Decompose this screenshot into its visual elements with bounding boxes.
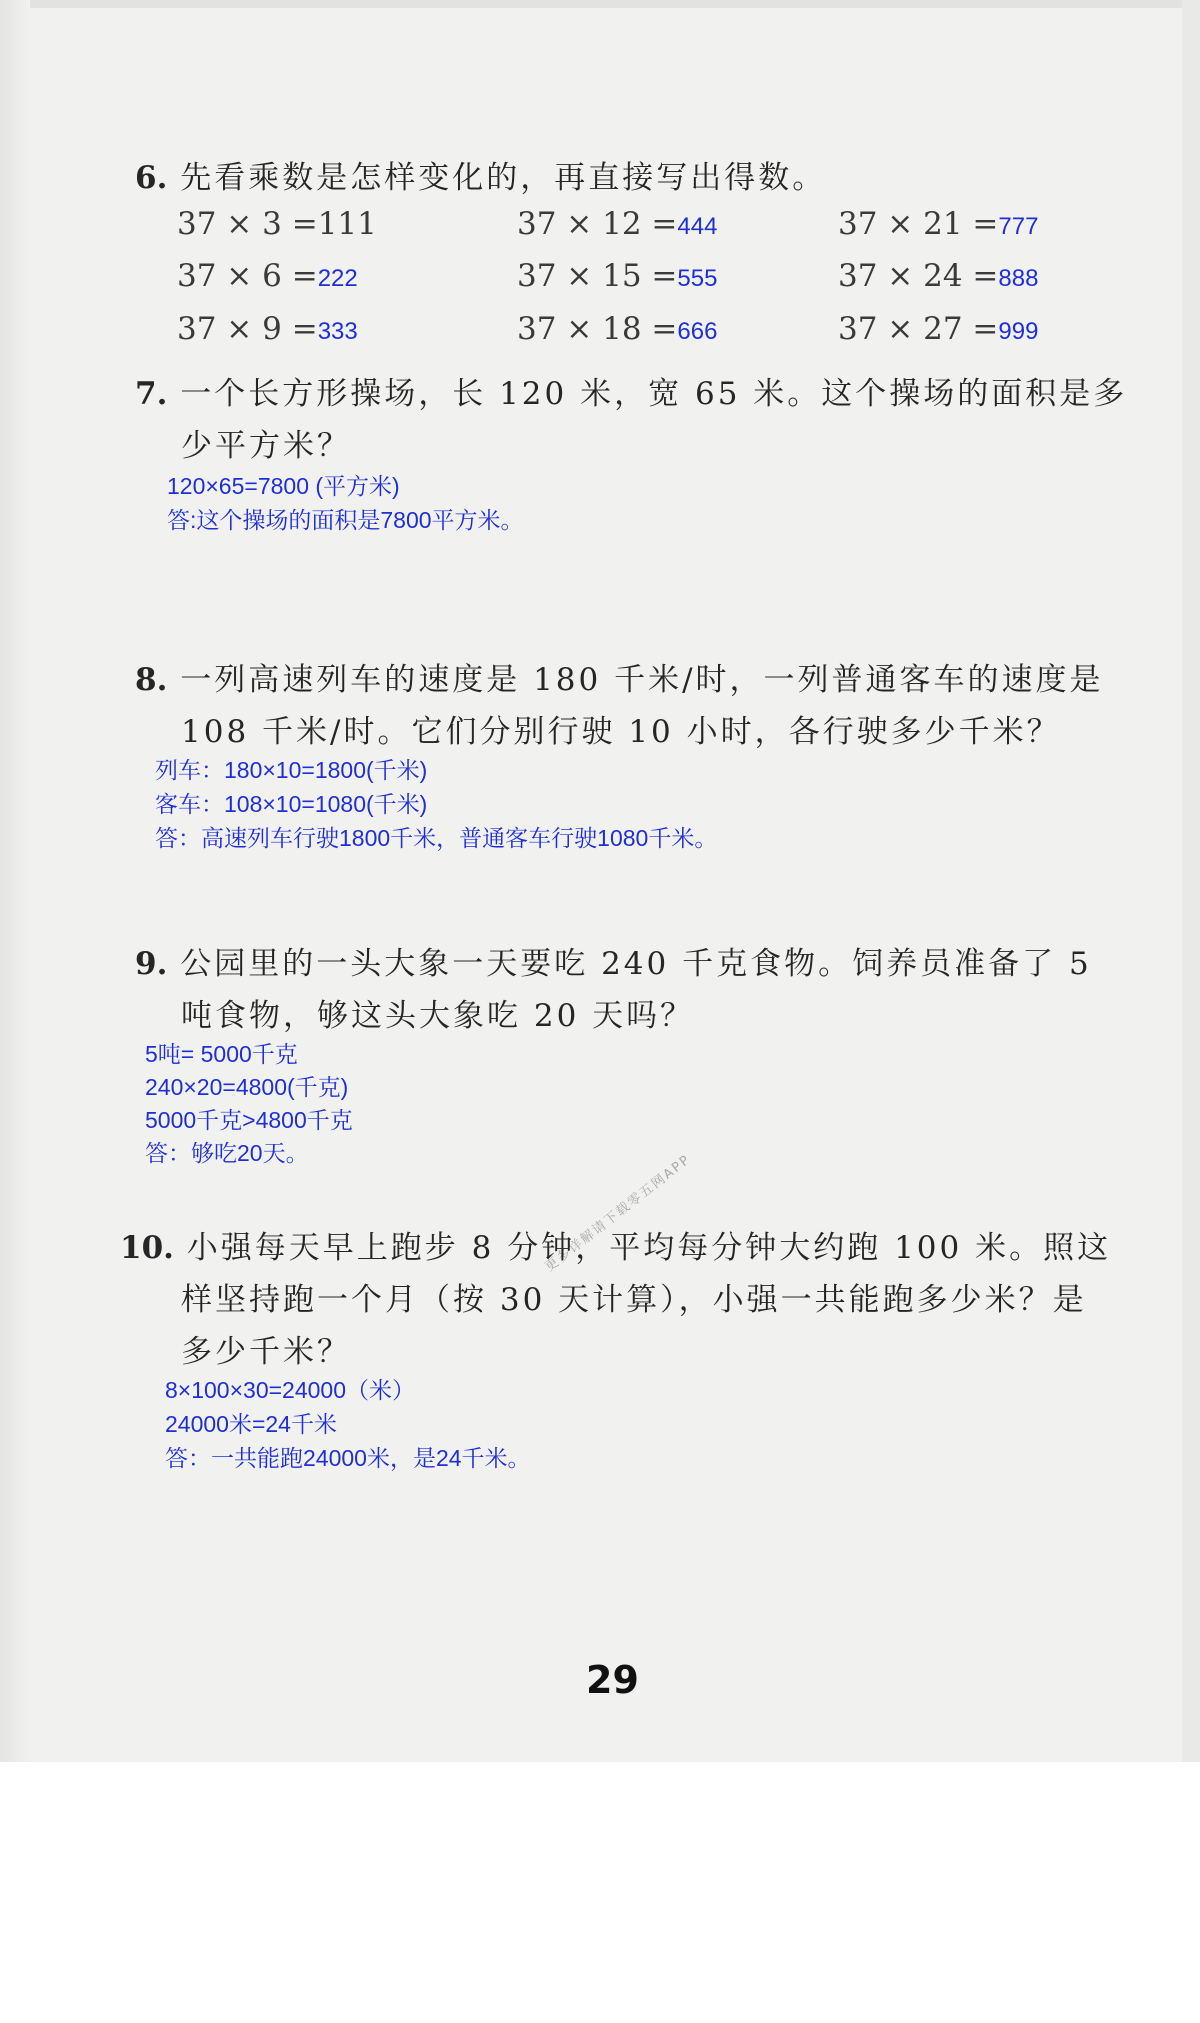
q6-answer: 777 bbox=[998, 213, 1039, 240]
q6-eq-r3c2: 37 × 18 =666 bbox=[517, 311, 718, 347]
q8-line-2: 108 千米/时。它们分别行驶 10 小时，各行驶多少千米？ bbox=[181, 714, 1061, 750]
q6-eq-r1c3: 37 × 21 =777 bbox=[838, 206, 1039, 242]
q7-answer-line: 120×65=7800 (平方米) bbox=[167, 473, 400, 499]
q9-answer-line: 5000千克>4800千克 bbox=[145, 1107, 353, 1133]
q6-answer: 555 bbox=[677, 265, 718, 292]
q6-printed-result: 111 bbox=[317, 206, 377, 242]
q10-answer-line: 24000米=24千米 bbox=[165, 1411, 337, 1437]
q9-answer-line: 答：够吃20天。 bbox=[145, 1140, 309, 1166]
q8-answer-line: 答：高速列车行驶1800千米，普通客车行驶1080千米。 bbox=[155, 825, 718, 851]
q7-answer-line: 答:这个操场的面积是7800平方米。 bbox=[167, 507, 524, 533]
q6-eq-r2c2: 37 × 15 =555 bbox=[517, 258, 718, 294]
q9-answer-line: 240×20=4800(千克) bbox=[145, 1074, 349, 1100]
q7-line-2: 少平方米？ bbox=[181, 428, 351, 464]
q6-eq-r2c3: 37 × 24 =888 bbox=[838, 258, 1039, 294]
page-edge-top bbox=[0, 0, 1200, 8]
q6-eq-r1c1: 37 × 3 =111 bbox=[177, 206, 377, 242]
q9-answer-line: 5吨= 5000千克 bbox=[145, 1041, 298, 1067]
q6-eq-r2c1: 37 × 6 =222 bbox=[177, 258, 358, 294]
q8-number: 8. bbox=[135, 662, 168, 698]
q6-eq-r3c3: 37 × 27 =999 bbox=[838, 311, 1039, 347]
q6-answer: 333 bbox=[317, 318, 358, 345]
q10-line-3: 多少千米？ bbox=[181, 1334, 351, 1370]
q9-line-1: 9. 公园里的一头大象一天要吃 240 千克食物。饲养员准备了 5 bbox=[135, 946, 1092, 982]
q8-answer-line: 列车：180×10=1800(千米) bbox=[155, 757, 428, 783]
q7-number: 7. bbox=[135, 376, 168, 412]
q6-eq-r1c2: 37 × 12 =444 bbox=[517, 206, 718, 242]
q6-answer: 222 bbox=[317, 265, 358, 292]
q10-line-1: 10. 小强每天早上跑步 8 分钟，平均每分钟大约跑 100 米。照这 bbox=[120, 1230, 1112, 1266]
q6-prompt bbox=[135, 152, 826, 197]
q6-text: 先看乘数是怎样变化的，再直接写出得数。 bbox=[180, 160, 827, 196]
q10-number: 10. bbox=[120, 1230, 174, 1266]
q6-answer: 444 bbox=[677, 213, 718, 240]
q6-number: 6. bbox=[135, 160, 168, 196]
page-edge-left bbox=[0, 0, 30, 1762]
q6-answer: 999 bbox=[998, 318, 1039, 345]
q7-line-1: 7. 一个长方形操场，长 120 米，宽 65 米。这个操场的面积是多 bbox=[135, 376, 1128, 412]
q6-answer: 888 bbox=[998, 265, 1039, 292]
page-number: 29 bbox=[586, 1658, 639, 1702]
watermark-text: 更多详解请下载零五网APP bbox=[542, 1151, 694, 1275]
page-edge-right bbox=[1182, 0, 1200, 1762]
q6-answer: 666 bbox=[677, 318, 718, 345]
q10-answer-line: 答：一共能跑24000米，是24千米。 bbox=[165, 1445, 531, 1471]
q8-line-1: 8. 一列高速列车的速度是 180 千米/时，一列普通客车的速度是 bbox=[135, 662, 1104, 698]
q6-eq-r3c1: 37 × 9 =333 bbox=[177, 311, 358, 347]
q9-line-2: 吨食物，够这头大象吃 20 天吗？ bbox=[181, 998, 695, 1034]
q10-line-2: 样坚持跑一个月（按 30 天计算），小强一共能跑多少米？是 bbox=[181, 1282, 1087, 1318]
q8-answer-line: 客车：108×10=1080(千米) bbox=[155, 791, 428, 817]
q9-number: 9. bbox=[135, 946, 168, 982]
q10-answer-line: 8×100×30=24000（米） bbox=[165, 1377, 416, 1403]
